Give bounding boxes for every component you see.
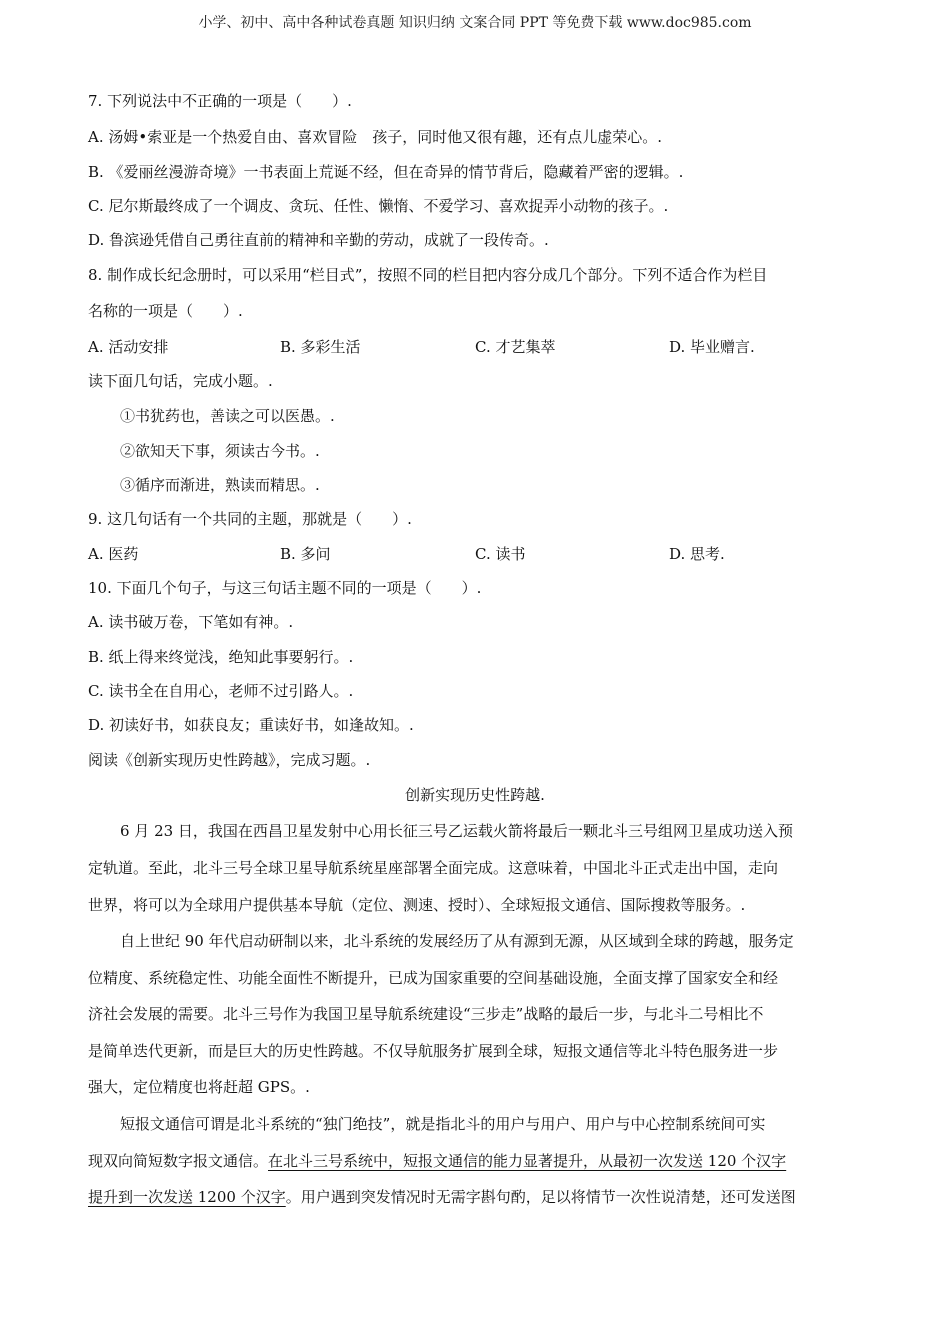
article-p2-line1: 自上世纪 90 年代启动研制以来，北斗系统的发展经历了从有源到无源，从区域到全球的跨越，服务定 — [120, 932, 794, 950]
article-p1-line1: 6 月 23 日，我国在西昌卫星发射中心用长征三号乙运载火箭将最后一颗北斗三号组网卫星成功送入预 — [120, 822, 793, 840]
article-p1-line2: 定轨道。至此，北斗三号全球卫星导航系统星座部署全面完成。这意味着，中国北斗正式走出中国，走向 — [88, 859, 779, 877]
q7-option-a: A. 汤姆•索亚是一个热爱自由、喜欢冒险 孩子，同时他又很有趣，还有点儿虚荣心。. — [88, 128, 662, 146]
article-p1-line3: 世界，将可以为全球用户提供基本导航（定位、测速、授时）、全球短报文通信、国际搜救等服务。. — [88, 896, 746, 914]
q8-option-d: D. 毕业赠言. — [669, 338, 755, 356]
sentence-3: ③循序而渐进，熟读而精思。. — [120, 476, 320, 494]
article-p2-line3: 济社会发展的需要。北斗三号作为我国卫星导航系统建设“三步走”战略的最后一步，与北斗二号相比不 — [88, 1005, 764, 1023]
q9-option-a: A. 医药 — [88, 545, 139, 563]
sentence-1: ①书犹药也，善读之可以医愚。. — [120, 407, 335, 425]
q7-stem: 7. 下列说法中不正确的一项是（ ）. — [88, 92, 352, 110]
article-title: 创新实现历史性跨越. — [405, 786, 545, 804]
article-p3-line3-text: 。用户遇到突发情况时无需字斟句酌，足以将情节一次性说清楚，还可发送图 — [285, 1188, 796, 1206]
q8-stem-line1: 8. 制作成长纪念册时，可以采用“栏目式”，按照不同的栏目把内容分成几个部分。下列不适合作为栏目 — [88, 266, 768, 284]
article-p3-line2-text: 现双向简短数字报文通信。 — [88, 1152, 269, 1170]
article-p3-line3 — [88, 1186, 796, 1207]
q8-stem-line2: 名称的一项是（ ）. — [88, 302, 243, 320]
q10-option-a: A. 读书破万卷，下笔如有神。. — [88, 613, 294, 631]
q7-option-d: D. 鲁滨逊凭借自己勇往直前的精神和辛勤的劳动，成就了一段传奇。. — [88, 231, 549, 249]
underlined-sentence-part2: 提升到一次发送 1200 个汉字 — [88, 1188, 286, 1206]
q9-option-d: D. 思考. — [669, 545, 725, 563]
q10-option-d: D. 初读好书，如获良友；重读好书，如逢故知。. — [88, 716, 414, 734]
q10-option-c: C. 读书全在自用心，老师不过引路人。. — [88, 682, 354, 700]
page-header: 小学、初中、高中各种试卷真题 知识归纳 文案合同 PPT 等免费下载 www.doc985.com — [198, 15, 752, 31]
q10-option-b: B. 纸上得来终觉浅，绝知此事要躬行。. — [88, 648, 354, 666]
article-p2-line4: 是简单迭代更新，而是巨大的历史性跨越。不仅导航服务扩展到全球，短报文通信等北斗特色服务进一步 — [88, 1042, 779, 1060]
sentence-2: ②欲知天下事，须读古今书。. — [120, 442, 320, 460]
q9-option-b: B. 多问 — [280, 545, 331, 563]
reading-intro: 读下面几句话，完成小题。. — [88, 372, 273, 390]
q10-stem: 10. 下面几个句子，与这三句话主题不同的一项是（ ）. — [88, 579, 482, 597]
article-p2-line5: 强大，定位精度也将赶超 GPS。. — [88, 1078, 310, 1096]
q7-option-c: C. 尼尔斯最终成了一个调皮、贪玩、任性、懒惰、不爱学习、喜欢捉弄小动物的孩子。. — [88, 197, 669, 215]
underlined-sentence-part1: 在北斗三号系统中，短报文通信的能力显著提升，从最初一次发送 120 个汉字 — [268, 1152, 787, 1170]
q8-option-a: A. 活动安排 — [88, 338, 169, 356]
passage-intro: 阅读《创新实现历史性跨越》，完成习题。. — [88, 751, 371, 769]
article-p3-line2 — [88, 1150, 786, 1171]
article-p2-line2: 位精度、系统稳定性、功能全面性不断提升，已成为国家重要的空间基础设施，全面支撑了国家安全和经 — [88, 969, 779, 987]
q7-option-b: B. 《爱丽丝漫游奇境》一书表面上荒诞不经，但在奇异的情节背后，隐藏着严密的逻辑。. — [88, 163, 684, 181]
article-p3-line1: 短报文通信可谓是北斗系统的“独门绝技”，就是指北斗的用户与用户、用户与中心控制系统间可实 — [120, 1115, 766, 1133]
q8-option-c: C. 才艺集萃 — [475, 338, 556, 356]
q9-stem: 9. 这几句话有一个共同的主题，那就是（ ）. — [88, 510, 412, 528]
q8-option-b: B. 多彩生活 — [280, 338, 361, 356]
q9-option-c: C. 读书 — [475, 545, 526, 563]
